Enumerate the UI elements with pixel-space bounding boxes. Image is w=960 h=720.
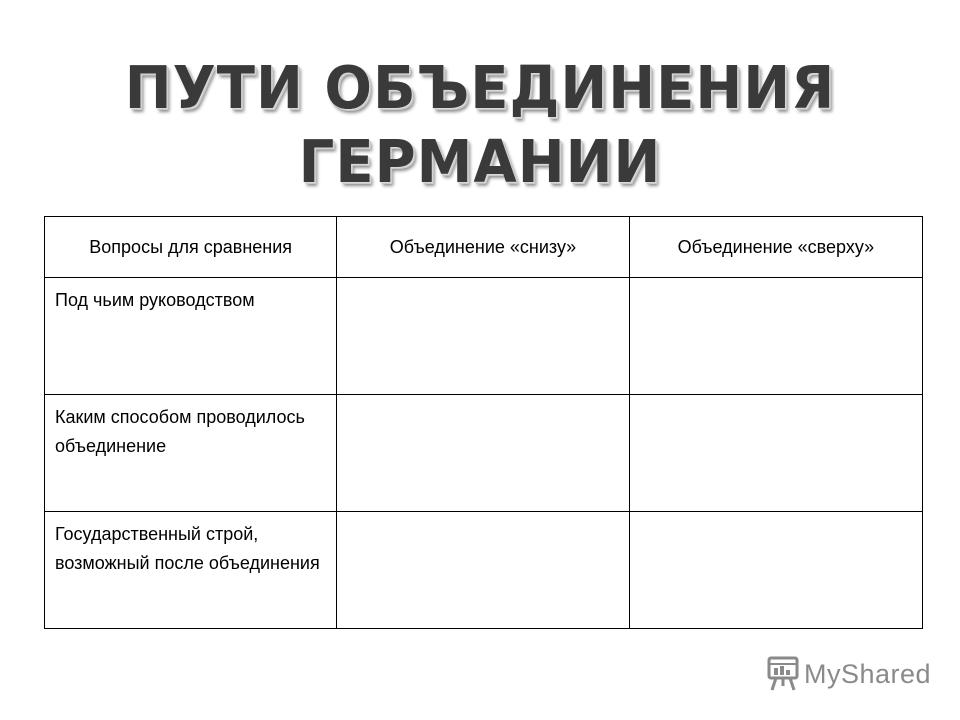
answer-cell-from-above [629,395,922,512]
header-cell-from-above: Объединение «сверху» [629,217,922,278]
comparison-table [44,216,923,629]
table-row [45,278,923,395]
row-question: Под чьим руководством [45,278,337,395]
header-cell-questions: Вопросы для сравнения [45,217,337,278]
slide-title [0,52,960,200]
answer-cell-from-below [337,395,629,512]
title-line-1: ПУТИ ОБЪЕДИНЕНИЯ [124,54,836,123]
row-question: Государственный строй, возможный после объединения [45,512,337,629]
answer-cell-from-below [337,512,629,629]
row-question: Каким способом проводилось объединение [45,395,337,512]
presentation-board-icon [766,656,800,692]
answer-cell-from-above [629,512,922,629]
table-header-row [45,217,923,278]
table-row [45,512,923,629]
title-line-2: ГЕРМАНИИ [298,128,662,197]
header-cell-from-below: Объединение «снизу» [337,217,629,278]
watermark-text: MyShared [804,658,932,689]
answer-cell-from-below [337,278,629,395]
answer-cell-from-above [629,278,922,395]
watermark [766,654,931,694]
table-row [45,395,923,512]
